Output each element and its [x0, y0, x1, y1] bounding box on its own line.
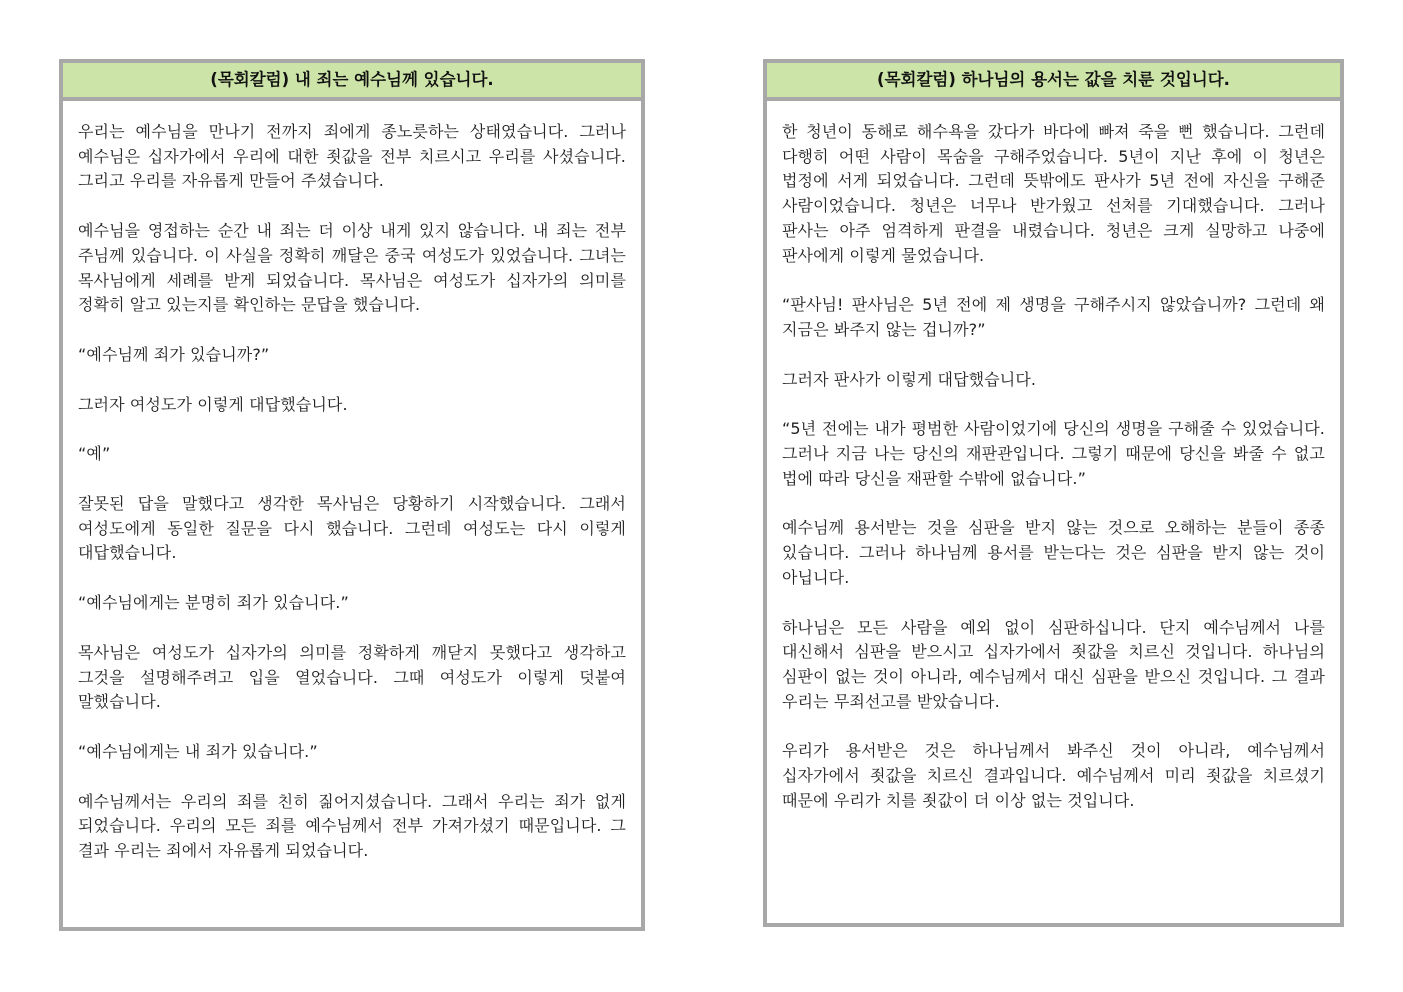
paragraph: 예수님을 영접하는 순간 내 죄는 더 이상 내게 있지 않습니다. 내 죄는 전부 주님께 있습니다. 이 사실을 정확히 깨달은 중국 여성도가 있었습니다. 그녀는 목사님에게 세례를 받게 되었습니다. 목사님은 여성도가 십자가의 의미를 정확히 알고 있는지를 확인하는 문답을 했습니다. [78, 221, 626, 315]
left-column-title: (목회칼럼) 내 죄는 예수님께 있습니다. [63, 63, 641, 101]
paragraph: 하나님은 모든 사람을 예외 없이 심판하십니다. 단지 예수님께서 나를 대신해서 심판을 받으시고 십자가에서 죗값을 치르신 것입니다. 하나님의 심판이 없는 것이 아니라, 예수님께서 대신 심판을 받으신 것입니다. 그 결과 우리는 무죄선고를 받았습니다. [782, 617, 1325, 711]
quote-paragraph: “판사님! 판사님은 5년 전에 제 생명을 구해주시지 않았습니까? 그런데 왜 지금은 봐주지 않는 겁니까?” [782, 295, 1325, 339]
left-column-box [59, 59, 645, 931]
quote-paragraph: “5년 전에는 내가 평범한 사람이었기에 당신의 생명을 구해줄 수 있었습니다. 그러나 지금 나는 당신의 재판관입니다. 그렇기 때문에 당신을 봐줄 수 없고 법에 따라 당신을 재판할 수밖에 없습니다.” [782, 419, 1325, 488]
right-column-box [763, 59, 1344, 927]
quote-paragraph: “예” [78, 444, 111, 464]
paragraph: 한 청년이 동해로 해수욕을 갔다가 바다에 빠져 죽을 뻔 했습니다. 그런데 다행히 어떤 사람이 목숨을 구해주었습니다. 5년이 지난 후에 이 청년은 법정에 서게 되었습니다. 그런데 뜻밖에도 판사가 5년 전에 자신을 구해준 사람이었습니다. 청년은 너무나 반가웠고 선처를 기대했습니다. 그러나 판사는 아주 엄격하게 판결을 내렸습니다. 청년은 크게 실망하고 나중에 판사에게 이렇게 물었습니다. [782, 122, 1325, 265]
paragraph: 우리는 예수님을 만나기 전까지 죄에게 종노릇하는 상태였습니다. 그러나 예수님은 십자가에서 우리에 대한 죗값을 전부 치르시고 우리를 사셨습니다. 그리고 우리를 자유롭게 만들어 주셨습니다. [78, 122, 626, 191]
paragraph: 잘못된 답을 말했다고 생각한 목사님은 당황하기 시작했습니다. 그래서 여성도에게 동일한 질문을 다시 했습니다. 그런데 여성도는 다시 이렇게 대답했습니다. [78, 494, 626, 563]
paragraph: 우리가 용서받은 것은 하나님께서 봐주신 것이 아니라, 예수님께서 십자가에서 죗값을 치르신 결과입니다. 예수님께서 미리 죗값을 치르셨기 때문에 우리가 치를 죗값이 더 이상 없는 것입니다. [782, 741, 1325, 810]
paragraph: 예수님께서는 우리의 죄를 친히 짊어지셨습니다. 그래서 우리는 죄가 없게 되었습니다. 우리의 모든 죄를 예수님께서 전부 가져가셨기 때문입니다. 그 결과 우리는 죄에서 자유롭게 되었습니다. [78, 791, 626, 861]
paragraph: 예수님께 용서받는 것을 심판을 받지 않는 것으로 오해하는 분들이 종종 있습니다. 그러나 하나님께 용서를 받는다는 것은 심판을 받지 않는 것이 아닙니다. [782, 518, 1325, 587]
paragraph: 그러자 여성도가 이렇게 대답했습니다. [78, 394, 348, 414]
paragraph: 그러자 판사가 이렇게 대답했습니다. [782, 369, 1037, 389]
right-column-title: (목회칼럼) 하나님의 용서는 값을 치룬 것입니다. [767, 63, 1340, 101]
quote-paragraph: “예수님에게는 내 죄가 있습니다.” [78, 741, 318, 761]
quote-paragraph: “예수님에게는 분명히 죄가 있습니다.” [78, 593, 349, 613]
paragraph: 목사님은 여성도가 십자가의 의미를 정확하게 깨닫지 못했다고 생각하고 그것을 설명해주려고 입을 열었습니다. 그때 여성도가 이렇게 덧붙여 말했습니다. [78, 642, 626, 712]
left-column-body [63, 101, 641, 864]
right-column-body [767, 101, 1340, 813]
quote-paragraph: “예수님께 죄가 있습니까?” [78, 344, 270, 364]
